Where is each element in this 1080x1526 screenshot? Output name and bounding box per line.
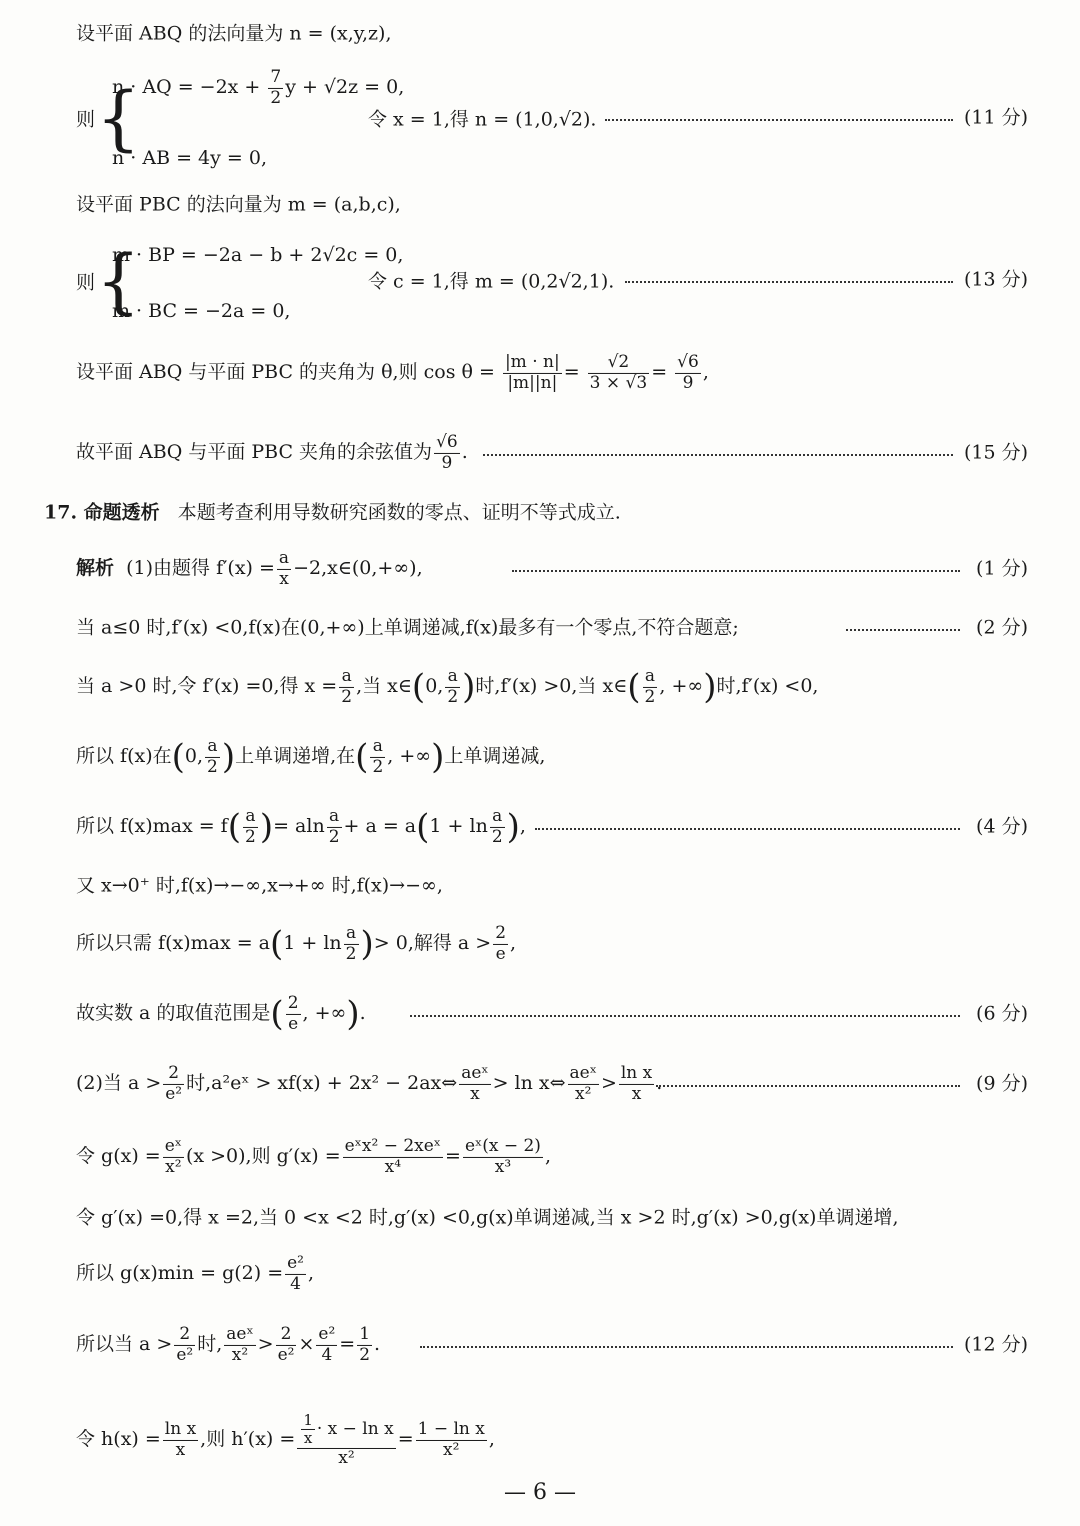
paren: ) <box>462 667 476 707</box>
den: 2 <box>270 87 282 108</box>
num: aeˣ <box>226 1323 254 1344</box>
frac <box>463 1137 543 1177</box>
num: ln x <box>164 1418 197 1439</box>
score: (15 分) <box>963 441 1028 464</box>
p: > ln x⇔ <box>492 1072 566 1094</box>
text <box>76 737 545 777</box>
num: a <box>327 807 342 828</box>
den: 9 <box>682 372 694 393</box>
num: 2 <box>163 1064 184 1085</box>
p: . <box>359 1002 366 1024</box>
num: e² <box>287 1252 304 1273</box>
score: (9 分) <box>976 1072 1028 1095</box>
frac <box>445 667 460 707</box>
p: . <box>656 1072 663 1094</box>
p: 上单调递减, <box>444 745 546 767</box>
frac <box>224 1325 255 1365</box>
score: (2 分) <box>976 616 1028 639</box>
dot-leader <box>625 281 953 283</box>
den: x² <box>443 1439 460 1460</box>
p: , <box>510 932 517 954</box>
frac <box>370 737 385 777</box>
dot-leader <box>535 828 960 830</box>
score: (13 分) <box>963 268 1028 291</box>
den: 2 <box>328 826 340 847</box>
frac <box>243 807 258 847</box>
paren: ( <box>171 737 185 777</box>
frac <box>316 1325 337 1365</box>
p: , +∞ <box>387 745 432 767</box>
p: 0, <box>184 745 204 767</box>
p: 故实数 a 的取值范围是 <box>76 1002 271 1024</box>
num: 2 <box>495 922 507 943</box>
frac <box>205 737 220 777</box>
label: 故平面 ABQ 与平面 PBC 夹角的余弦值为 <box>76 441 433 463</box>
num: √6 <box>436 431 458 452</box>
num: a <box>643 667 658 688</box>
text <box>76 1412 495 1468</box>
score: (11 分) <box>963 106 1028 129</box>
p: ,则 h′(x) = <box>200 1428 296 1451</box>
prefix: 则 <box>76 271 96 294</box>
paren: ( <box>227 807 241 847</box>
den: x <box>303 1429 313 1448</box>
text: 令 g′(x) =0,得 x =2,当 0 <x <2 时,g′(x) <0,g(x)单调递减,当 x >2 时,g′(x) >0,g(x)单调递增, <box>76 1206 899 1229</box>
dot-leader <box>605 119 953 121</box>
p: 令 g(x) = <box>76 1145 161 1167</box>
num: a <box>278 547 290 568</box>
p: 时, <box>197 1333 223 1355</box>
frac-2 <box>588 353 650 393</box>
num: eˣx² − 2xeˣ <box>344 1135 442 1156</box>
q17-label: 17. 命题透析 <box>44 501 160 524</box>
p: 所以 f(x)max = f <box>76 815 228 837</box>
left-brace: { <box>96 240 141 322</box>
text: 当 a≤0 时,f′(x) <0,f(x)在(0,+∞)上单调递减,f(x)最多有一个零点,不符合题意; <box>76 616 739 639</box>
text: 又 x→0⁺ 时,f(x)→−∞,x→+∞ 时,f(x)→−∞, <box>76 874 443 897</box>
num: a <box>490 807 505 828</box>
den: 2 <box>644 686 656 707</box>
text <box>76 1137 551 1177</box>
p: , +∞ <box>302 1002 347 1024</box>
den: 2 <box>244 826 256 847</box>
paren: ) <box>431 737 445 777</box>
p: 当 a >0 时,令 f′(x) =0,得 x = <box>76 675 338 697</box>
inner-frac <box>301 1412 315 1448</box>
frac-3 <box>675 353 701 393</box>
system2-side: 令 c = 1,得 m = (0,2√2,1). <box>368 270 615 293</box>
text <box>76 1064 662 1104</box>
dot-leader <box>483 454 953 456</box>
text <box>76 807 526 847</box>
p: 时,f′(x) <0, <box>716 675 819 697</box>
p: 所以当 a > <box>76 1333 173 1355</box>
p: = <box>339 1333 356 1355</box>
text: 设平面 PBC 的法向量为 m = (a,b,c), <box>76 193 401 216</box>
text <box>76 1325 380 1365</box>
num: aeˣ <box>569 1062 597 1083</box>
paren: ( <box>411 667 426 707</box>
p: 时,f′(x) >0,当 x∈ <box>475 675 628 697</box>
paren: ) <box>360 924 374 964</box>
score: (1 分) <box>976 557 1028 580</box>
p: > 0,解得 a > <box>373 932 492 954</box>
den: e² <box>277 1344 295 1365</box>
frac <box>339 667 354 707</box>
dot-leader <box>410 1015 960 1017</box>
system1-eq2: n · AB = 4y = 0, <box>112 147 267 169</box>
p: (2)当 a > <box>76 1072 162 1094</box>
system1-eq1 <box>112 68 404 108</box>
num: 7 <box>270 66 282 87</box>
den: 3 × √3 <box>589 372 648 393</box>
dot-leader <box>420 1346 953 1348</box>
p: > <box>257 1333 274 1355</box>
p: 所以 f(x)在 <box>76 745 172 767</box>
part: (1)由题得 f′(x) = <box>126 557 275 579</box>
p: = <box>397 1428 414 1451</box>
dot-leader <box>656 1085 960 1087</box>
analysis-label: 解析 <box>76 557 115 579</box>
score: (4 分) <box>976 815 1028 838</box>
eq1-part: n · AQ = −2x + <box>112 76 267 98</box>
den: 2 <box>345 943 357 964</box>
paren: ) <box>703 667 717 707</box>
num: 2 <box>287 992 299 1013</box>
den: 2 <box>491 826 503 847</box>
den: e <box>288 1013 299 1034</box>
num: 1 <box>359 1323 371 1344</box>
frac <box>285 1254 306 1294</box>
num: 2 <box>276 1325 297 1346</box>
frac <box>297 1412 395 1468</box>
p: 令 h(x) = <box>76 1428 161 1451</box>
frac <box>286 994 301 1034</box>
num: aeˣ <box>461 1062 489 1083</box>
frac <box>643 667 658 707</box>
num: eˣ(x − 2) <box>464 1135 541 1156</box>
frac-1 <box>503 353 562 393</box>
frac <box>343 1137 443 1177</box>
den: 9 <box>441 452 453 473</box>
den: x <box>175 1439 186 1460</box>
paren: ( <box>270 994 284 1034</box>
frac <box>163 1064 184 1104</box>
num: 2 <box>174 1325 195 1346</box>
den: e² <box>165 1083 183 1104</box>
num: a <box>445 667 460 688</box>
num: a <box>243 807 258 828</box>
p: , <box>308 1262 315 1284</box>
p: (x >0),则 g′(x) = <box>185 1145 341 1167</box>
frac <box>490 807 505 847</box>
system1-side: 令 x = 1,得 n = (1,0,√2). <box>368 108 597 131</box>
num: a <box>339 667 354 688</box>
frac <box>163 1420 198 1460</box>
p: , +∞ <box>659 675 704 697</box>
text <box>76 924 516 964</box>
num: 1 <box>303 1410 313 1429</box>
num: a <box>205 737 220 758</box>
num: a <box>344 924 359 945</box>
p: 1 + ln <box>283 932 342 954</box>
frac <box>277 549 291 589</box>
text: 设平面 ABQ 与平面 PBC 的夹角为 θ,则 cos θ = $\frac{|m \cdot n|}{|m||n|}$ = $\frac{√2}{3 \times √3}$ = $\frac{√6}{9}$ , <box>76 351 709 393</box>
dot-leader <box>846 629 960 631</box>
den: x³ <box>494 1156 512 1177</box>
den: e <box>495 943 506 964</box>
frac <box>568 1064 599 1104</box>
p: 所以只需 f(x)max = a <box>76 932 270 954</box>
frac <box>327 807 342 847</box>
paren: ( <box>416 807 430 847</box>
text <box>44 501 621 524</box>
paren: ( <box>270 924 284 964</box>
left-brace: { <box>96 77 141 159</box>
p: , <box>544 1145 551 1167</box>
frac <box>619 1064 654 1104</box>
frac <box>493 924 508 964</box>
text <box>76 994 366 1034</box>
frac <box>344 924 359 964</box>
dot-leader <box>512 570 960 572</box>
paren: ( <box>627 667 641 707</box>
p: , <box>488 1428 495 1451</box>
p: · x − ln x <box>316 1419 394 1440</box>
frac <box>434 433 460 473</box>
num: |m · n| <box>504 351 560 372</box>
score: (12 分) <box>963 1333 1028 1356</box>
paren: ) <box>221 737 236 777</box>
text <box>76 549 423 589</box>
den: 4 <box>290 1273 301 1294</box>
p: 1 + ln <box>429 815 488 837</box>
p: = <box>445 1145 461 1167</box>
p: 上单调递增,在 <box>235 745 356 767</box>
p: × <box>298 1333 315 1355</box>
text: 设平面 ABQ 的法向量为 n = (x,y,z), <box>76 22 392 45</box>
den: x² <box>165 1156 182 1177</box>
p: . <box>374 1333 381 1355</box>
frac <box>174 1325 195 1365</box>
tail: −2,x∈(0,+∞), <box>293 557 423 579</box>
num: √6 <box>677 351 699 372</box>
text <box>76 1254 314 1294</box>
num: eˣ <box>164 1135 182 1156</box>
den: e² <box>176 1344 194 1365</box>
den: |m||n| <box>507 372 558 393</box>
den: x⁴ <box>384 1156 402 1177</box>
p: > <box>600 1072 617 1094</box>
p: ,当 x∈ <box>356 675 412 697</box>
system2-eq2: m · BC = −2a = 0, <box>112 300 291 322</box>
system2-eq1: m · BP = −2a − b + 2√2c = 0, <box>112 244 404 266</box>
p: 时,a²eˣ > xf(x) + 2x² − 2ax⇔ <box>186 1072 458 1094</box>
num: a <box>370 737 385 758</box>
p: = aln <box>273 815 325 837</box>
den: 2 <box>372 756 384 777</box>
paren: ) <box>259 807 274 847</box>
den: 2 <box>341 686 353 707</box>
frac <box>459 1064 490 1104</box>
den: x² <box>338 1447 355 1468</box>
p: 所以 g(x)min = g(2) = <box>76 1262 284 1284</box>
den: x <box>470 1083 480 1104</box>
label: 设平面 ABQ 与平面 PBC 的夹角为 θ,则 cos θ = <box>76 361 495 383</box>
frac <box>357 1325 372 1365</box>
paren: ) <box>346 994 360 1034</box>
p: + a = a <box>343 815 417 837</box>
num: e² <box>318 1323 336 1344</box>
den: x <box>279 568 289 589</box>
frac <box>268 68 283 108</box>
frac <box>163 1137 184 1177</box>
den: 2 <box>359 1344 371 1365</box>
score: (6 分) <box>976 1002 1028 1025</box>
q17-text: 本题考查利用导数研究函数的零点、证明不等式成立. <box>177 501 621 524</box>
text: 故平面 ABQ 与平面 PBC 夹角的余弦值为 $\frac{√6}{9}$ . <box>76 431 468 473</box>
num: √2 <box>588 353 650 374</box>
den: 4 <box>321 1344 333 1365</box>
text <box>76 667 818 707</box>
paren: ( <box>355 737 369 777</box>
prefix: 则 <box>76 108 96 131</box>
den: 2 <box>207 756 218 777</box>
frac <box>276 1325 297 1365</box>
page-number: — 6 — <box>504 1480 576 1505</box>
den: 2 <box>447 686 459 707</box>
num: ln x <box>620 1062 653 1083</box>
p: , <box>519 815 526 837</box>
den: x <box>631 1083 642 1104</box>
num: 1 − ln x <box>417 1418 485 1439</box>
frac <box>416 1420 487 1460</box>
den: x² <box>231 1344 249 1365</box>
p: 0, <box>425 675 444 697</box>
num <box>297 1412 395 1449</box>
paren: ) <box>506 807 520 847</box>
eq1-tail: y + √2z = 0, <box>285 76 405 98</box>
den: x² <box>575 1083 592 1104</box>
